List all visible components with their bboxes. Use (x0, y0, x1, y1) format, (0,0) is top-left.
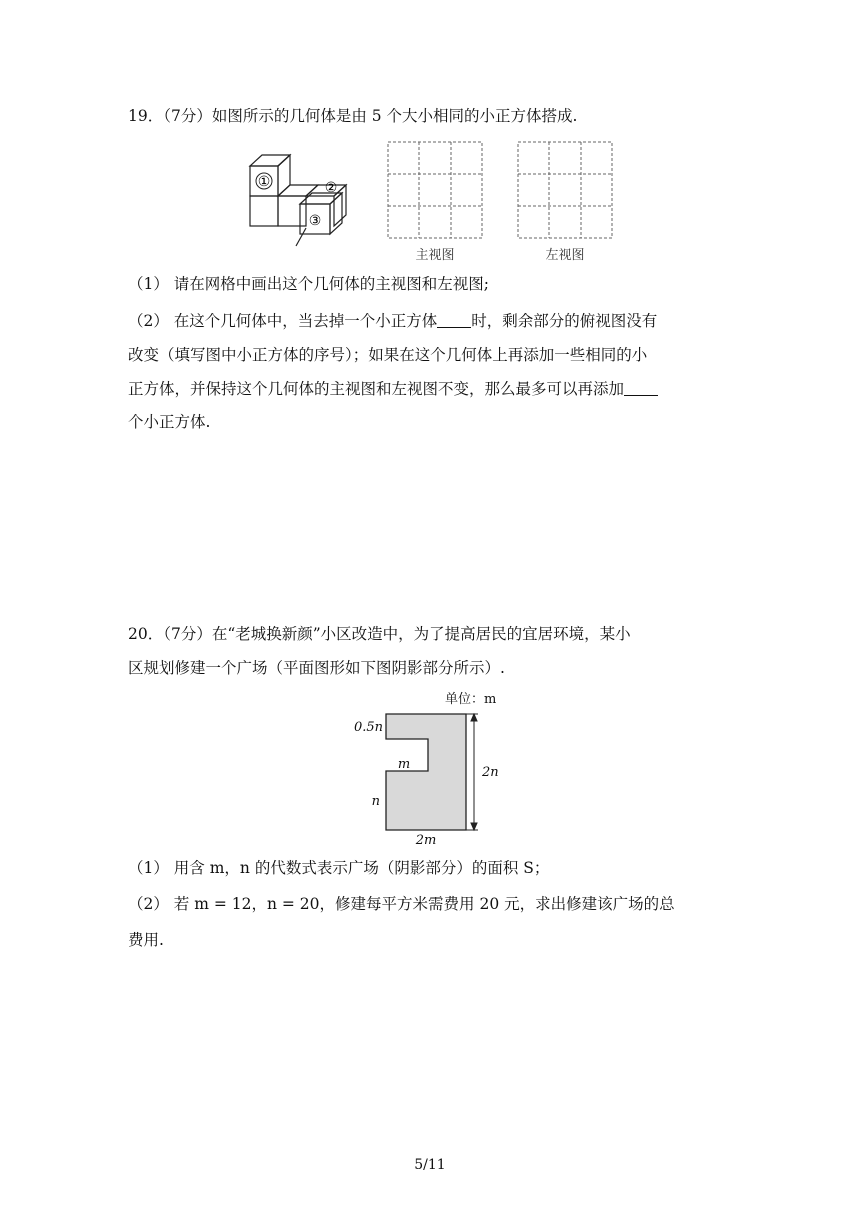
front-view-caption: 主视图 (415, 248, 455, 263)
answer-blank-1[interactable] (437, 312, 471, 328)
q19-part2-line2: 改变（填写图中小正方体的序号）；如果在这个几何体上再添加一些相同的小 (128, 346, 648, 364)
q19-part2-line3-a: 正方体，并保持这个几何体的主视图和左视图不变，那么最多可以再添加 (128, 380, 625, 398)
q19-part2-line1-b: 时，剩余部分的俯视图没有 (471, 312, 658, 330)
q20-part2-line1: （2） 若 m = 12，n = 20，修建每平方米需费用 20 元，求出修建该广场的总 (128, 895, 675, 913)
plaza-figure (344, 686, 534, 848)
label-lower-left: n (371, 794, 380, 809)
unit-label: 单位：m (445, 692, 497, 707)
q19-part2-line3 (128, 379, 658, 399)
q20-stem-line2: 区规划修建一个广场（平面图形如下图阴影部分所示）. (128, 659, 505, 677)
q19-stem: 19．（7分）如图所示的几何体是由 5 个大小相同的小正方体搭成. (128, 107, 578, 125)
q20-part2-line2: 费用. (128, 931, 164, 949)
answer-blank-2[interactable] (624, 380, 658, 396)
q20-stem-line1: 20．（7分）在“老城换新颜”小区改造中，为了提高居民的宜居环境，某小 (128, 625, 631, 643)
left-view-caption: 左视图 (545, 248, 585, 263)
page-number: 5/11 (414, 1157, 446, 1173)
left-view-grid[interactable] (516, 140, 616, 264)
q19-part2-line1-a: （2） 在这个几何体中，当去掉一个小正方体 (128, 312, 438, 330)
cube-label-3: ③ (308, 213, 322, 229)
label-bottom: 2m (415, 833, 437, 848)
q19-cube-figure (244, 150, 364, 250)
q19-part1: （1） 请在网格中画出这个几何体的主视图和左视图; (128, 275, 490, 293)
front-view-grid[interactable] (386, 140, 486, 264)
cube-label-2: ② (324, 180, 338, 196)
plaza-shaded-region (386, 714, 466, 830)
cube-label-1: ① (257, 174, 271, 190)
q20-part1: （1） 用含 m，n 的代数式表示广场（阴影部分）的面积 S； (128, 859, 550, 877)
label-notch: m (397, 757, 411, 772)
q19-part2-line1 (128, 311, 657, 331)
q19-part2-line4: 个小正方体. (128, 413, 211, 431)
label-right: 2n (482, 765, 499, 780)
label-top-left: 0.5n (353, 720, 383, 735)
